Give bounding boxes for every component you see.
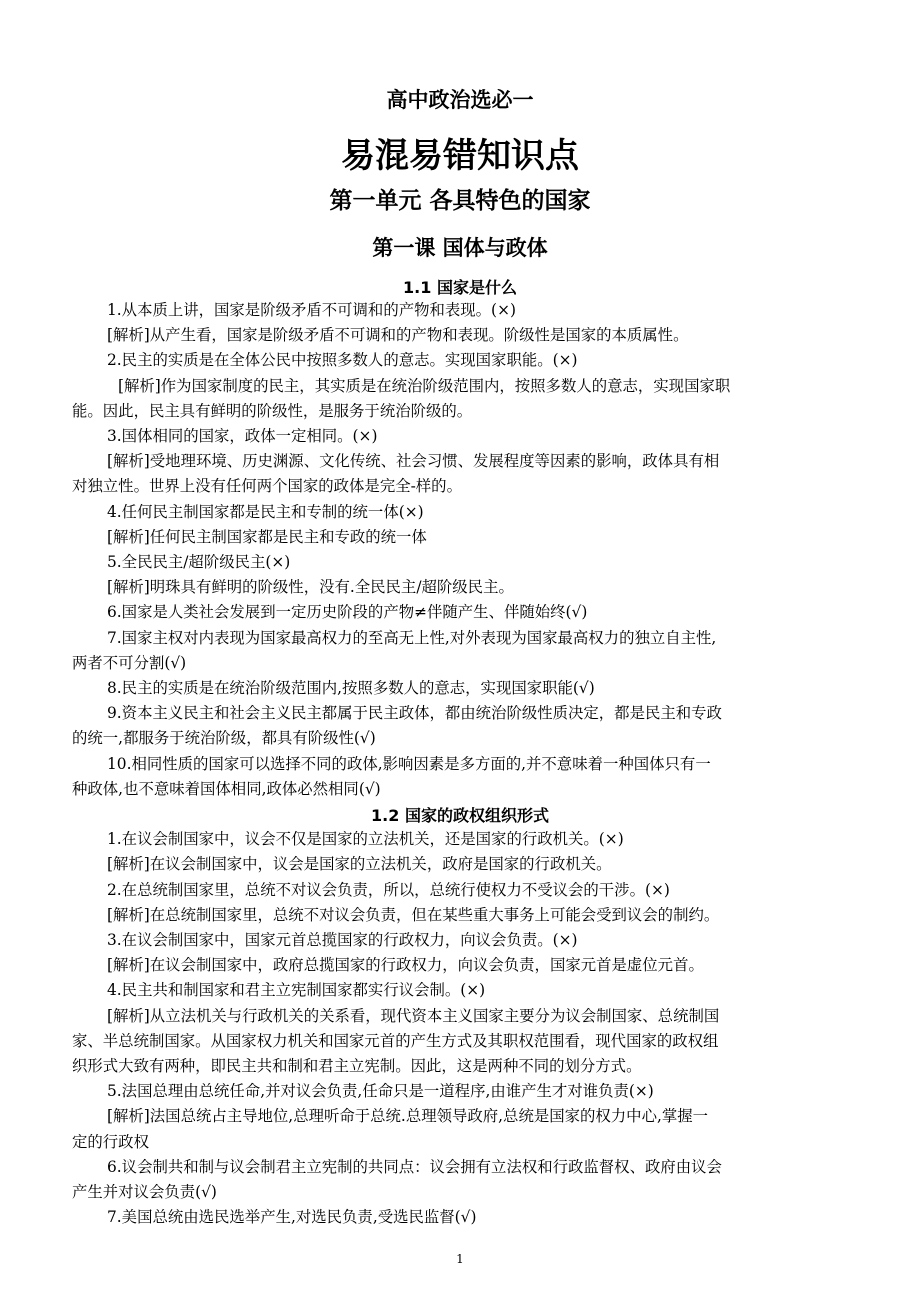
text-line: 4.任何民主制国家都是民主和专制的统一体(×) — [107, 503, 424, 521]
text-line: 3.在议会制国家中，国家元首总揽国家的行政权力，向议会负责。(×) — [107, 931, 578, 949]
text-line: 1.从本质上讲，国家是阶级矛盾不可调和的产物和表现。(×) — [107, 301, 516, 319]
text-line: 8.民主的实质是在统治阶级范围内,按照多数人的意志，实现国家职能(√) — [107, 679, 595, 697]
text-line: 5.法国总理由总统任命,并对议会负责,任命只是一道程序,由谁产生才对谁负责(×) — [107, 1082, 654, 1100]
text-line: 种政体,也不意味着国体相同,政体必然相同(√) — [72, 780, 381, 798]
text-line: 两者不可分割(√) — [72, 654, 187, 672]
main-title: 易混易错知识点 — [341, 136, 579, 176]
text-line: 10.相同性质的国家可以选择不同的政体,影响因素是多方面的,并不意味着一种国体只有一 — [107, 755, 711, 773]
text-line: 对独立性。世界上没有任何两个国家的政体是完全-样的。 — [72, 477, 462, 495]
text-line: [解析]在议会制国家中，议会是国家的立法机关，政府是国家的行政机关。 — [107, 855, 612, 873]
text-line: [解析]从产生看，国家是阶级矛盾不可调和的产物和表现。阶级性是国家的本质属性。 — [107, 326, 689, 344]
section-title-1-1: 1.1 国家是什么 — [403, 278, 517, 297]
text-line: 定的行政权 — [72, 1133, 149, 1151]
text-line: 产生并对议会负责(√) — [72, 1183, 217, 1201]
text-line: 2.民主的实质是在全体公民中按照多数人的意志。实现国家职能。(×) — [107, 351, 578, 369]
text-line: [解析]作为国家制度的民主，其实质是在统治阶级范围内，按照多数人的意志，实现国家职 — [118, 377, 731, 395]
text-line: 的统一,都服务于统治阶级，都具有阶级性(√) — [72, 729, 376, 747]
text-line: [解析]在总统制国家里，总统不对议会负责，但在某些重大事务上可能会受到议会的制约。 — [107, 906, 720, 924]
text-line: 4.民主共和制国家和君主立宪制国家都实行议会制。(×) — [107, 981, 486, 999]
course-title: 高中政治选必一 — [386, 88, 534, 112]
text-line: 家、半总统制国家。从国家权力机关和国家元首的产生方式及其职权范围看，现代国家的政权组 — [72, 1032, 719, 1050]
page-number: 1 — [456, 1252, 464, 1266]
section-title-1-2: 1.2 国家的政权组织形式 — [371, 806, 549, 825]
unit-title: 第一单元 各具特色的国家 — [329, 188, 591, 214]
text-line: [解析]明珠具有鲜明的阶级性，没有.全民民主/超阶级民主。 — [107, 578, 514, 596]
text-line: [解析]法国总统占主导地位,总理听命于总统.总理领导政府,总统是国家的权力中心,掌握一 — [107, 1107, 709, 1125]
text-line: 织形式大致有两种，即民主共和制和君主立宪制。因此，这是两种不同的划分方式。 — [72, 1057, 642, 1075]
text-line: [解析]任何民主制国家都是民主和专政的统一体 — [107, 528, 427, 546]
text-line: 6.国家是人类社会发展到一定历史阶段的产物≠伴随产生、伴随始终(√) — [107, 603, 588, 621]
lesson-title: 第一课 国体与政体 — [372, 236, 548, 260]
text-line: 2.在总统制国家里，总统不对议会负责，所以，总统行使权力不受议会的干涉。(×) — [107, 881, 670, 899]
text-line: [解析]在议会制国家中，政府总揽国家的行政权力，向议会负责，国家元首是虚位元首。 — [107, 956, 704, 974]
text-line: [解析]受地理环境、历史渊源、文化传统、社会习惯、发展程度等因素的影响，政体具有相 — [107, 452, 720, 470]
text-line: 5.全民民主/超阶级民主(×) — [107, 553, 291, 571]
text-line: 1.在议会制国家中，议会不仅是国家的立法机关，还是国家的行政机关。(×) — [107, 830, 624, 848]
text-line: 3.国体相同的国家，政体一定相同。(×) — [107, 427, 378, 445]
text-line: [解析]从立法机关与行政机关的关系看，现代资本主义国家主要分为议会制国家、总统制国 — [107, 1007, 720, 1025]
text-line: 9.资本主义民主和社会主义民主都属于民主政体，都由统治阶级性质决定，都是民主和专政 — [107, 704, 722, 722]
text-line: 7.国家主权对内表现为国家最高权力的至高无上性,对外表现为国家最高权力的独立自主性, — [107, 629, 717, 647]
text-line: 7.美国总统由选民选举产生,对选民负责,受选民监督(√) — [107, 1208, 477, 1226]
text-line: 6.议会制共和制与议会制君主立宪制的共同点：议会拥有立法权和行政监督权、政府由议会 — [107, 1158, 722, 1176]
text-line: 能。因此，民主具有鲜明的阶级性，是服务于统治阶级的。 — [72, 402, 473, 420]
